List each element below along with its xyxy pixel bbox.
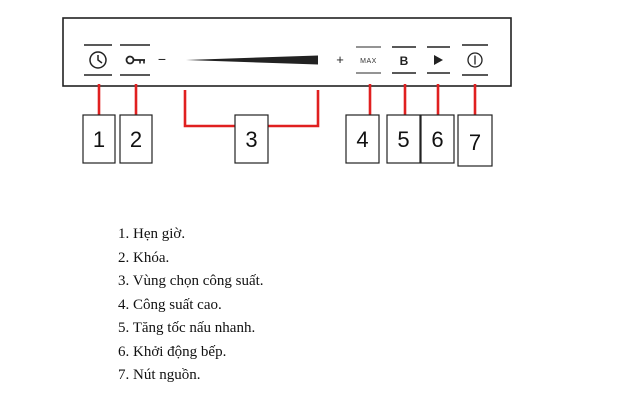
minus-button[interactable]: − [157, 51, 167, 67]
legend-item-power-button: 7. Nút nguồn. [118, 367, 201, 383]
control-panel-outline [63, 18, 511, 86]
legend-item-max-power: 4. Công suất cao. [118, 296, 222, 313]
callout-number-1: 1 [92, 127, 106, 152]
legend-item-timer: 1. Hẹn giờ. [118, 226, 186, 242]
legend-item-lock: 2. Khóa. [118, 249, 170, 266]
legend-item-boost: 5. Tăng tốc nấu nhanh. [118, 320, 256, 336]
callout-number-2: 2 [129, 127, 143, 152]
legend-item-power-zone: 3. Vùng chọn công suất. [118, 273, 264, 289]
callout-number-3: 3 [245, 127, 258, 152]
callout-number-7: 7 [468, 130, 482, 155]
plus-button[interactable]: + [336, 52, 344, 67]
callout-number-4: 4 [356, 127, 369, 152]
legend-list [118, 223, 264, 388]
callout-number-6: 6 [431, 127, 444, 152]
callout-number-5: 5 [397, 127, 410, 152]
legend-item-start: 6. Khởi động bếp. [118, 343, 227, 360]
boost-label: B [399, 54, 409, 68]
max-label: MAX [360, 58, 377, 65]
